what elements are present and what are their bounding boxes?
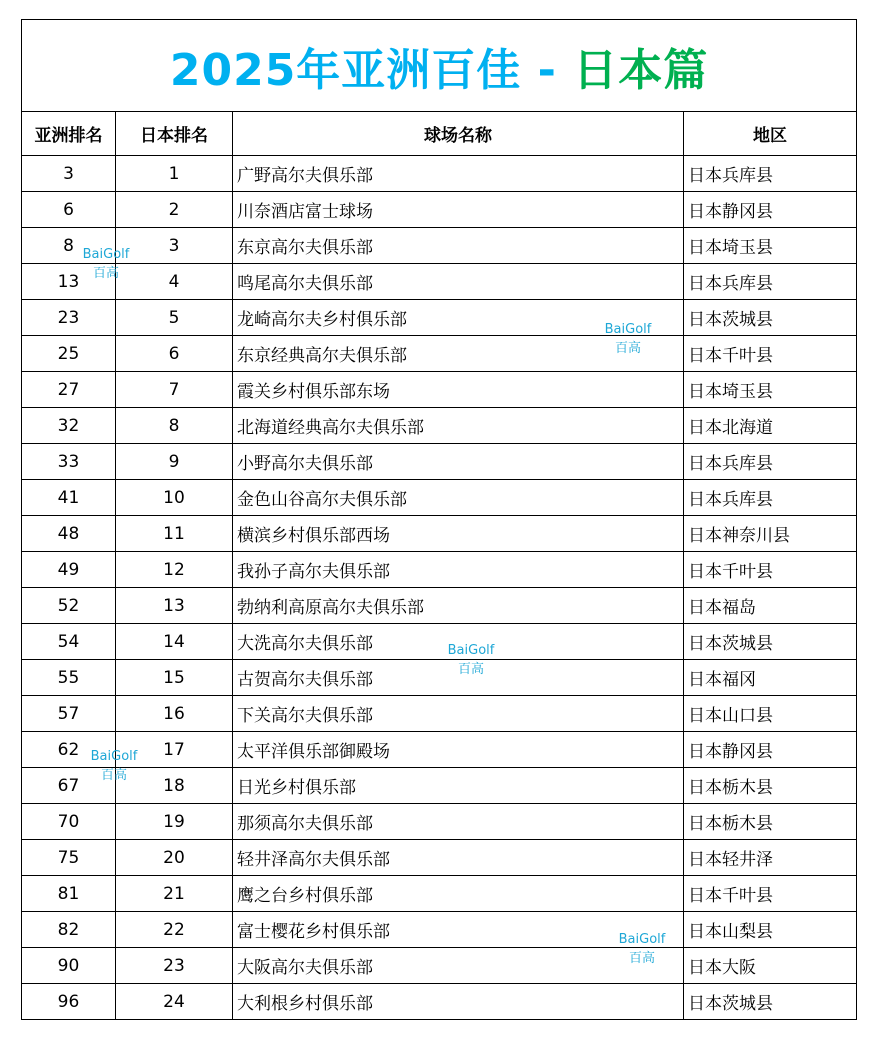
cell-course-name: 大利根乡村俱乐部 bbox=[233, 984, 684, 1020]
cell-asia-rank: 23 bbox=[22, 300, 116, 336]
cell-course-name: 勃纳利高原高尔夫俱乐部 bbox=[233, 588, 684, 624]
cell-asia-rank: 49 bbox=[22, 552, 116, 588]
watermark-line2: 百高 bbox=[92, 266, 119, 281]
cell-asia-rank: 62 bbox=[22, 732, 116, 768]
cell-japan-rank: 9 bbox=[116, 444, 233, 480]
cell-course-name: 大洗高尔夫俱乐部 bbox=[233, 624, 684, 660]
watermark-line2: 百高 bbox=[628, 951, 655, 966]
table-row bbox=[22, 192, 857, 228]
cell-course-name: 日光乡村俱乐部 bbox=[233, 768, 684, 804]
cell-region: 日本栃木县 bbox=[684, 768, 857, 804]
cell-japan-rank: 1 bbox=[116, 156, 233, 192]
cell-asia-rank: 48 bbox=[22, 516, 116, 552]
cell-asia-rank: 55 bbox=[22, 660, 116, 696]
cell-japan-rank: 24 bbox=[116, 984, 233, 1020]
cell-japan-rank: 13 bbox=[116, 588, 233, 624]
table-row bbox=[22, 372, 857, 408]
cell-region: 日本山口县 bbox=[684, 696, 857, 732]
cell-asia-rank: 75 bbox=[22, 840, 116, 876]
cell-region: 日本兵库县 bbox=[684, 264, 857, 300]
cell-region: 日本兵库县 bbox=[684, 156, 857, 192]
cell-region: 日本福冈 bbox=[684, 660, 857, 696]
cell-region: 日本静冈县 bbox=[684, 192, 857, 228]
table-row bbox=[22, 804, 857, 840]
cell-asia-rank: 8 bbox=[22, 228, 116, 264]
cell-japan-rank: 14 bbox=[116, 624, 233, 660]
cell-course-name: 金色山谷高尔夫俱乐部 bbox=[233, 480, 684, 516]
table-row bbox=[22, 768, 857, 804]
cell-course-name: 太平洋俱乐部御殿场 bbox=[233, 732, 684, 768]
cell-course-name: 川奈酒店富士球场 bbox=[233, 192, 684, 228]
cell-region: 日本千叶县 bbox=[684, 876, 857, 912]
cell-asia-rank: 81 bbox=[22, 876, 116, 912]
cell-asia-rank: 90 bbox=[22, 948, 116, 984]
cell-course-name: 富士樱花乡村俱乐部 bbox=[233, 912, 684, 948]
cell-japan-rank: 17 bbox=[116, 732, 233, 768]
cell-asia-rank: 54 bbox=[22, 624, 116, 660]
table-row bbox=[22, 552, 857, 588]
cell-course-name: 我孙子高尔夫俱乐部 bbox=[233, 552, 684, 588]
cell-region: 日本千叶县 bbox=[684, 336, 857, 372]
watermark-line1: BaiGolf bbox=[618, 932, 666, 947]
cell-japan-rank: 10 bbox=[116, 480, 233, 516]
header-region: 地区 bbox=[684, 112, 857, 156]
cell-asia-rank: 6 bbox=[22, 192, 116, 228]
cell-course-name: 龙崎高尔夫乡村俱乐部 bbox=[233, 300, 684, 336]
table-row bbox=[22, 948, 857, 984]
watermark-line1: BaiGolf bbox=[447, 643, 495, 658]
cell-region: 日本茨城县 bbox=[684, 300, 857, 336]
cell-course-name: 古贺高尔夫俱乐部 bbox=[233, 660, 684, 696]
cell-region: 日本静冈县 bbox=[684, 732, 857, 768]
cell-region: 日本兵库县 bbox=[684, 480, 857, 516]
cell-asia-rank: 41 bbox=[22, 480, 116, 516]
table-row bbox=[22, 696, 857, 732]
table-row bbox=[22, 228, 857, 264]
cell-asia-rank: 57 bbox=[22, 696, 116, 732]
cell-region: 日本千叶县 bbox=[684, 552, 857, 588]
table-row bbox=[22, 300, 857, 336]
watermark-line1: BaiGolf bbox=[604, 322, 652, 337]
table-row bbox=[22, 624, 857, 660]
cell-course-name: 东京高尔夫俱乐部 bbox=[233, 228, 684, 264]
cell-japan-rank: 7 bbox=[116, 372, 233, 408]
table-row bbox=[22, 840, 857, 876]
watermark-line2: 百高 bbox=[457, 662, 484, 677]
cell-course-name: 轻井泽高尔夫俱乐部 bbox=[233, 840, 684, 876]
cell-japan-rank: 21 bbox=[116, 876, 233, 912]
cell-asia-rank: 13 bbox=[22, 264, 116, 300]
cell-region: 日本福岛 bbox=[684, 588, 857, 624]
cell-japan-rank: 19 bbox=[116, 804, 233, 840]
table-row bbox=[22, 336, 857, 372]
cell-region: 日本兵库县 bbox=[684, 444, 857, 480]
header-row bbox=[22, 112, 857, 156]
cell-japan-rank: 8 bbox=[116, 408, 233, 444]
page-title bbox=[22, 20, 857, 112]
cell-japan-rank: 22 bbox=[116, 912, 233, 948]
table-row bbox=[22, 660, 857, 696]
table-row bbox=[22, 480, 857, 516]
table-row bbox=[22, 264, 857, 300]
table-row bbox=[22, 444, 857, 480]
cell-asia-rank: 67 bbox=[22, 768, 116, 804]
header-asia-rank: 亚洲排名 bbox=[22, 112, 116, 156]
cell-japan-rank: 15 bbox=[116, 660, 233, 696]
table-row bbox=[22, 984, 857, 1020]
cell-japan-rank: 23 bbox=[116, 948, 233, 984]
cell-region: 日本神奈川县 bbox=[684, 516, 857, 552]
cell-course-name: 鹰之台乡村俱乐部 bbox=[233, 876, 684, 912]
cell-japan-rank: 12 bbox=[116, 552, 233, 588]
cell-region: 日本轻井泽 bbox=[684, 840, 857, 876]
watermark-line1: BaiGolf bbox=[82, 247, 130, 262]
cell-asia-rank: 32 bbox=[22, 408, 116, 444]
cell-asia-rank: 96 bbox=[22, 984, 116, 1020]
cell-region: 日本茨城县 bbox=[684, 984, 857, 1020]
cell-japan-rank: 3 bbox=[116, 228, 233, 264]
cell-asia-rank: 52 bbox=[22, 588, 116, 624]
table-row bbox=[22, 912, 857, 948]
cell-japan-rank: 6 bbox=[116, 336, 233, 372]
cell-region: 日本栃木县 bbox=[684, 804, 857, 840]
watermark-line1: BaiGolf bbox=[90, 749, 138, 764]
cell-course-name: 那须高尔夫俱乐部 bbox=[233, 804, 684, 840]
header-japan-rank: 日本排名 bbox=[116, 112, 233, 156]
cell-japan-rank: 11 bbox=[116, 516, 233, 552]
title-main: 2025年亚洲百佳 - bbox=[169, 44, 574, 96]
cell-course-name: 下关高尔夫俱乐部 bbox=[233, 696, 684, 732]
cell-japan-rank: 18 bbox=[116, 768, 233, 804]
cell-course-name: 广野高尔夫俱乐部 bbox=[233, 156, 684, 192]
header-course-name: 球场名称 bbox=[233, 112, 684, 156]
cell-course-name: 小野高尔夫俱乐部 bbox=[233, 444, 684, 480]
table-row bbox=[22, 588, 857, 624]
table-row bbox=[22, 732, 857, 768]
cell-region: 日本埼玉县 bbox=[684, 372, 857, 408]
cell-course-name: 东京经典高尔夫俱乐部 bbox=[233, 336, 684, 372]
cell-course-name: 霞关乡村俱乐部东场 bbox=[233, 372, 684, 408]
cell-region: 日本埼玉县 bbox=[684, 228, 857, 264]
cell-region: 日本茨城县 bbox=[684, 624, 857, 660]
cell-course-name: 横滨乡村俱乐部西场 bbox=[233, 516, 684, 552]
cell-japan-rank: 5 bbox=[116, 300, 233, 336]
cell-course-name: 北海道经典高尔夫俱乐部 bbox=[233, 408, 684, 444]
table-body bbox=[22, 156, 857, 1020]
title-country: 日本篇 bbox=[573, 44, 709, 96]
cell-course-name: 大阪高尔夫俱乐部 bbox=[233, 948, 684, 984]
table-row bbox=[22, 408, 857, 444]
cell-asia-rank: 70 bbox=[22, 804, 116, 840]
title-row bbox=[22, 20, 857, 112]
table-row bbox=[22, 876, 857, 912]
cell-course-name: 鸣尾高尔夫俱乐部 bbox=[233, 264, 684, 300]
cell-region: 日本北海道 bbox=[684, 408, 857, 444]
cell-japan-rank: 16 bbox=[116, 696, 233, 732]
table-row bbox=[22, 156, 857, 192]
cell-region: 日本大阪 bbox=[684, 948, 857, 984]
watermark-line2: 百高 bbox=[614, 341, 641, 356]
cell-japan-rank: 20 bbox=[116, 840, 233, 876]
ranking-table bbox=[21, 19, 857, 1020]
cell-asia-rank: 25 bbox=[22, 336, 116, 372]
watermark-line2: 百高 bbox=[100, 768, 127, 783]
cell-asia-rank: 27 bbox=[22, 372, 116, 408]
cell-region: 日本山梨县 bbox=[684, 912, 857, 948]
cell-japan-rank: 2 bbox=[116, 192, 233, 228]
cell-asia-rank: 33 bbox=[22, 444, 116, 480]
cell-asia-rank: 3 bbox=[22, 156, 116, 192]
cell-japan-rank: 4 bbox=[116, 264, 233, 300]
cell-asia-rank: 82 bbox=[22, 912, 116, 948]
table-row bbox=[22, 516, 857, 552]
